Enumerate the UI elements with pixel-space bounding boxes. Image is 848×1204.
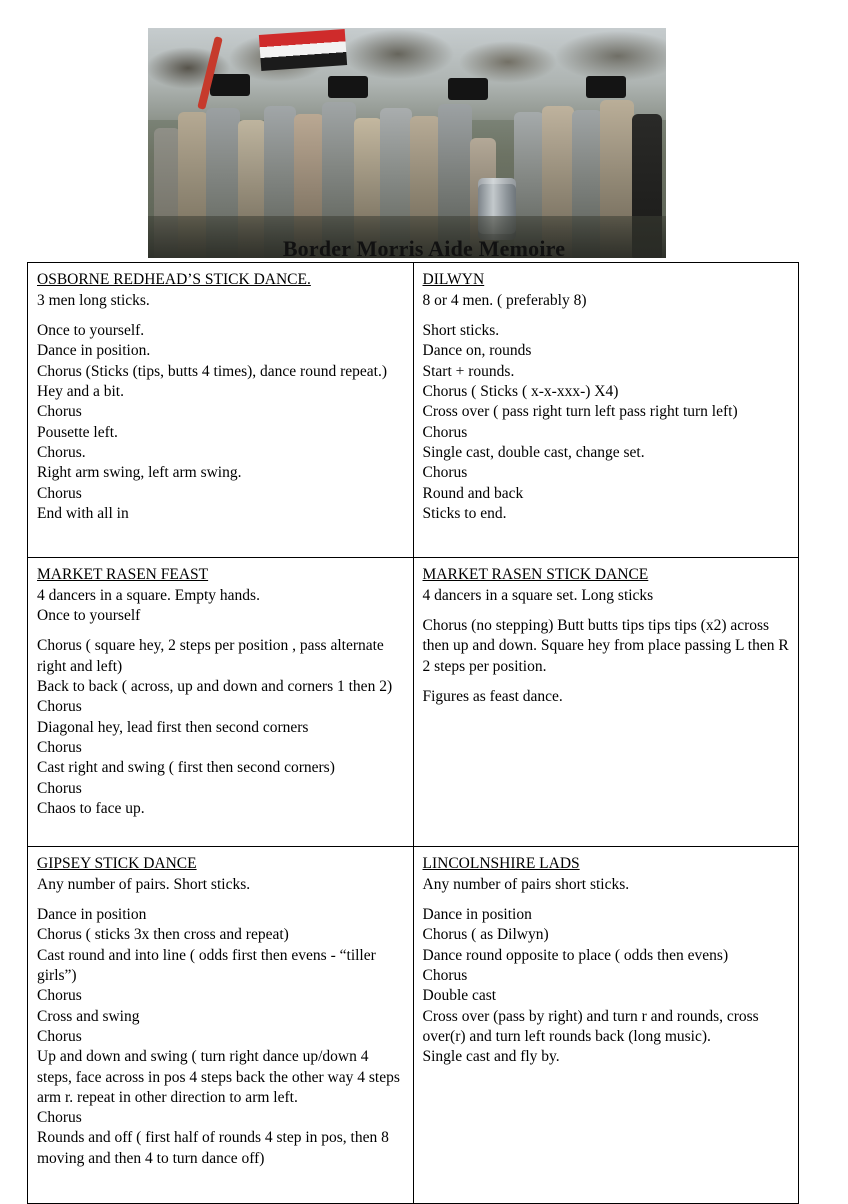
cell-line: Single cast and fly by. (422, 1048, 560, 1066)
cell-line: Chorus ( Sticks ( x-x-xxx-) X4) (422, 383, 619, 401)
cell-line: Chorus (37, 1027, 82, 1045)
cell-line: 8 or 4 men. ( preferably 8) (422, 291, 587, 309)
cell-line (423, 677, 790, 687)
cell-line (37, 895, 404, 905)
cell-line: Chorus ( square hey, 2 steps per position , pass alternate right and left) (37, 637, 384, 675)
cell-line: 4 dancers in a square. Empty hands. (37, 586, 260, 604)
cell-line: Rounds and off ( first half of rounds 4 step in pos, then 8 moving and then 4 to turn dance off) (37, 1129, 389, 1167)
cell-line (423, 311, 790, 321)
cell-line: End with all in (37, 504, 129, 522)
cell-line: 3 men long sticks. (37, 291, 150, 309)
cell-line: Cross and swing (37, 1007, 140, 1025)
cell-line: 4 dancers in a square set. Long sticks (422, 586, 654, 604)
border-morris-dancers-photo (148, 28, 666, 258)
cell-line: Round and back (422, 484, 524, 502)
cell-title: LINCOLNSHIRE LADS (422, 855, 580, 872)
cell-title: DILWYN (422, 271, 485, 288)
cell-line: Dance round opposite to place ( odds then evens) (422, 946, 729, 964)
cell-line: Back to back ( across, up and down and corners 1 then 2) (37, 678, 393, 696)
cell-title: MARKET RASEN FEAST (37, 566, 209, 583)
cell-line: Right arm swing, left arm swing. (37, 464, 242, 482)
cell-title: MARKET RASEN STICK DANCE (422, 566, 649, 583)
cell-line: Dance in position. (37, 342, 151, 360)
cell-osborne-redheads-stick-dance (28, 263, 414, 558)
cell-line: Start + rounds. (422, 362, 515, 380)
cell-line: Sticks to end. (422, 504, 507, 522)
cell-market-rasen-stick-dance (413, 558, 799, 847)
cell-title: GIPSEY STICK DANCE (37, 855, 197, 872)
cell-line: Any number of pairs short sticks. (422, 875, 630, 893)
dancers-group (148, 74, 666, 258)
cell-line: Short sticks. (422, 322, 500, 340)
cell-line: Dance on, rounds (422, 342, 532, 360)
cell-line (423, 606, 790, 616)
cell-line: Pousette left. (37, 423, 118, 441)
cell-line: Chorus. (37, 443, 86, 461)
flag (259, 29, 347, 71)
cell-line: Chorus (37, 779, 82, 797)
cell-line: Chorus ( sticks 3x then cross and repeat) (37, 926, 289, 944)
cell-market-rasen-feast (28, 558, 414, 847)
cell-line: Any number of pairs. Short sticks. (37, 875, 251, 893)
cell-line: Chorus (422, 423, 468, 441)
cell-line: Diagonal hey, lead first then second corners (37, 718, 309, 736)
header-photo (148, 28, 666, 258)
cell-line: Chorus (422, 464, 468, 482)
cell-line: Chorus (422, 967, 468, 985)
cell-line: Chorus (37, 403, 82, 421)
cell-dilwyn (413, 263, 799, 558)
cell-gipsey-stick-dance (28, 847, 414, 1204)
cell-line: Hey and a bit. (37, 383, 124, 401)
cell-line: Chorus (Sticks (tips, butts 4 times), dance round repeat.) (37, 362, 387, 380)
cell-line: Chorus (37, 987, 82, 1005)
cell-line: Chorus (37, 738, 82, 756)
cell-line: Dance in position (422, 906, 532, 924)
cell-title: OSBORNE REDHEAD’S STICK DANCE. (37, 271, 311, 288)
cell-line: Chaos to face up. (37, 799, 145, 817)
table-row (28, 263, 799, 558)
cell-line: Chorus (37, 1109, 82, 1127)
cell-line: Once to yourself. (37, 322, 145, 340)
page-title: Border Morris Aide Memoire (282, 236, 566, 261)
cell-line: Cast right and swing ( first then second corners) (37, 759, 335, 777)
cell-line: Chorus (37, 484, 82, 502)
dance-table (27, 262, 799, 1204)
cell-line: Once to yourself (37, 607, 141, 625)
cell-line: Single cast, double cast, change set. (422, 443, 645, 461)
cell-line (37, 626, 404, 636)
cell-line: Chorus (no stepping) Butt butts tips tips tips (x2) across then up and down. Square hey from place passing L then R 2 steps per position. (422, 617, 789, 675)
table-row (28, 558, 799, 847)
cell-lincolnshire-lads (413, 847, 799, 1204)
cell-line (37, 311, 404, 321)
table-row (28, 847, 799, 1204)
cell-line (423, 895, 790, 905)
cell-line: Chorus (37, 698, 82, 716)
cell-line: Dance in position (37, 906, 147, 924)
cell-line: Chorus ( as Dilwyn) (422, 926, 549, 944)
cell-line: Figures as feast dance. (422, 688, 563, 706)
cell-line: Cross over ( pass right turn left pass right turn left) (422, 403, 738, 421)
cell-line: Cast round and into line ( odds first then evens - “tiller girls”) (37, 946, 376, 985)
cell-line: Cross over (pass by right) and turn r and rounds, cross over(r) and turn left rounds back (long music). (422, 1007, 759, 1045)
cell-line: Up and down and swing ( turn right dance up/down 4 steps, face across in pos 4 steps back the other way 4 steps arm r. repeat in other direction to arm left. (37, 1048, 400, 1106)
cell-line: Double cast (422, 987, 497, 1005)
